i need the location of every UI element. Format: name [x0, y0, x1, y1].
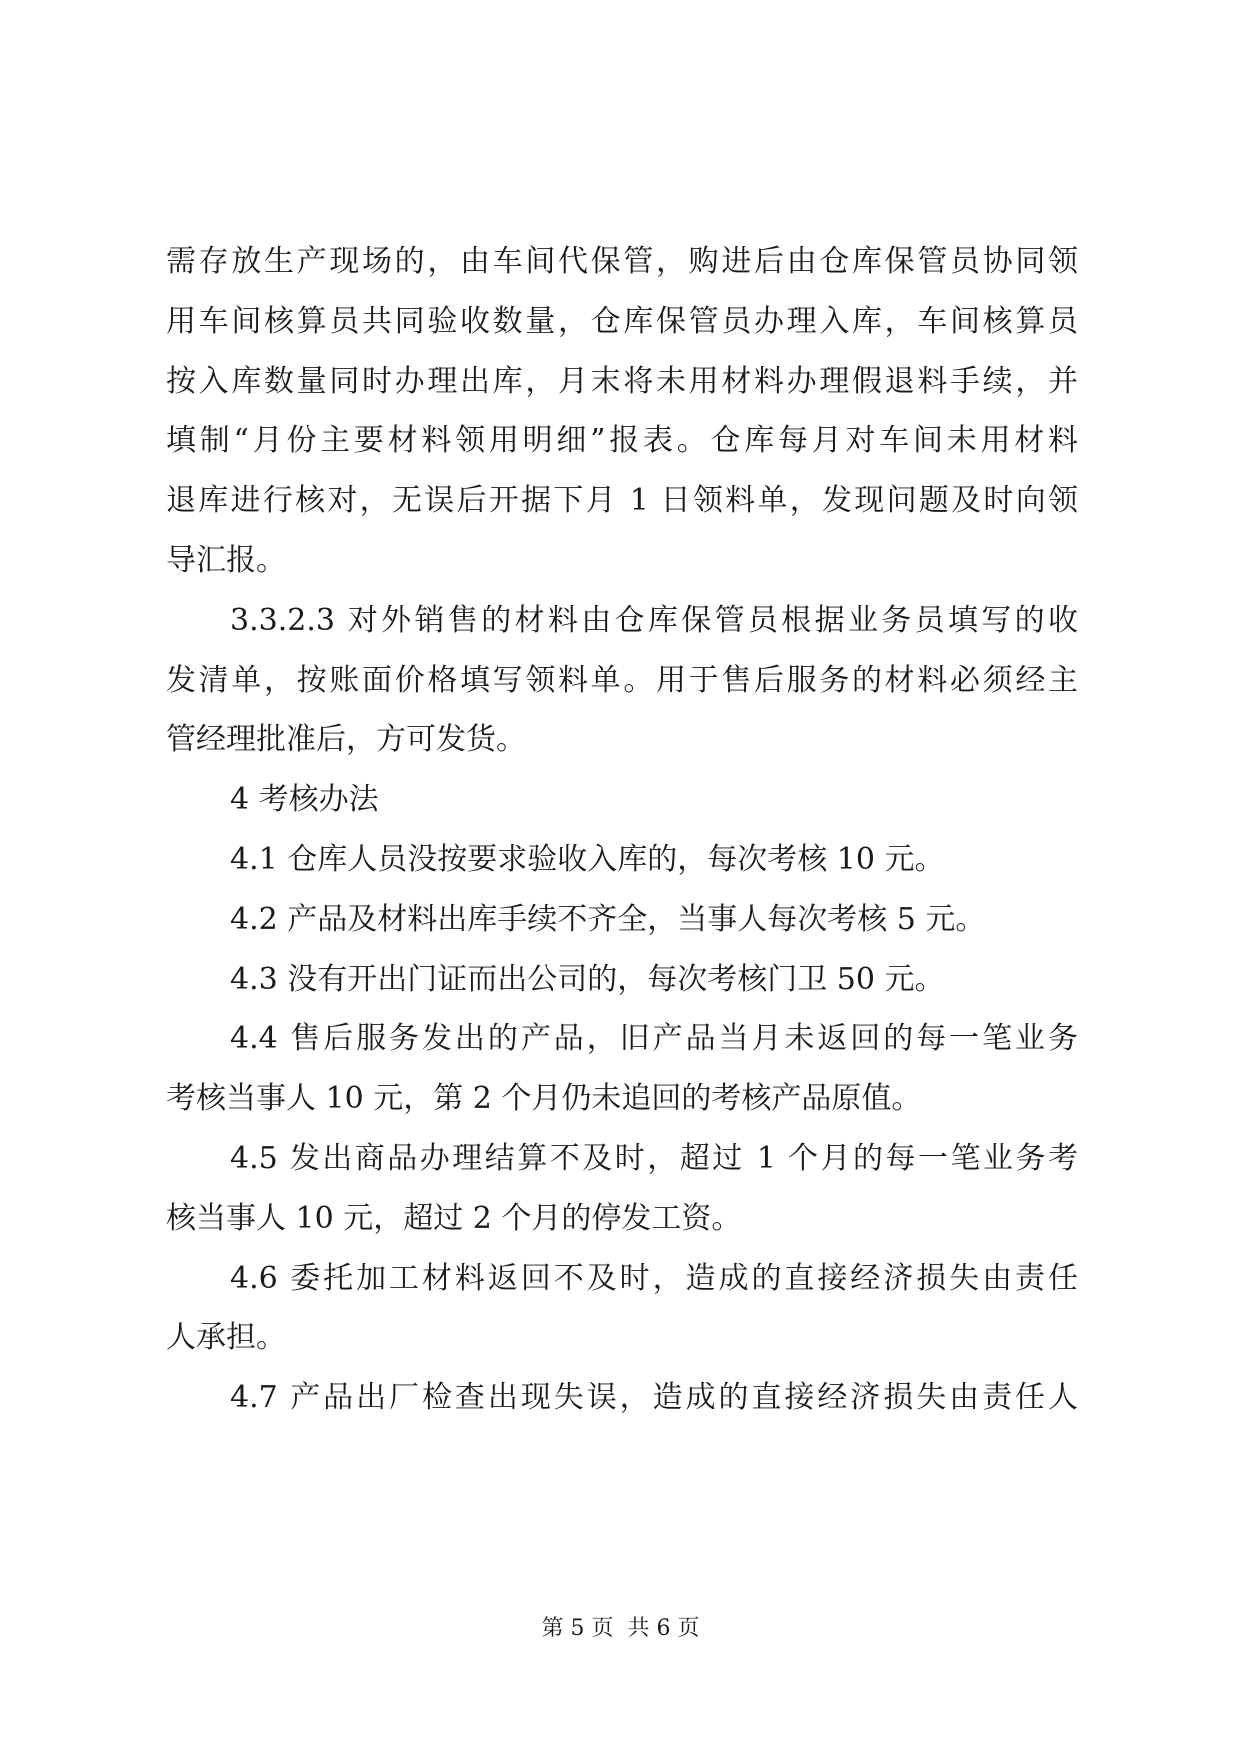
text-line-11: 4.1 仓库人员没按要求验收入库的，每次考核 10 元。	[230, 841, 945, 877]
text-line-3: 按入库数量同时办理出库，月末将未用材料办理假退料手续，并	[166, 363, 1078, 399]
text-line-5: 退库进行核对，无误后开据下月 1 日领料单，发现问题及时向领	[166, 483, 1078, 519]
page-footer	[0, 1614, 1241, 1644]
text-line-17: 核当事人 10 元，超过 2 个月的停发工资。	[166, 1200, 742, 1236]
page-number-label: 第 5 页 共 6 页	[541, 1616, 700, 1641]
text-line-7: 3.3.2.3 对外销售的材料由仓库保管员根据业务员填写的收	[230, 602, 1078, 638]
document-body	[166, 232, 1078, 1428]
text-line-16: 4.5 发出商品办理结算不及时，超过 1 个月的每一笔业务考	[230, 1140, 1078, 1176]
text-line-2: 用车间核算员共同验收数量，仓库保管员办理入库，车间核算员	[166, 303, 1078, 339]
text-line-14: 4.4 售后服务发出的产品，旧产品当月未返回的每一笔业务	[230, 1021, 1078, 1057]
text-line-12: 4.2 产品及材料出库手续不齐全，当事人每次考核 5 元。	[230, 901, 986, 937]
text-line-8: 发清单，按账面价格填写领料单。用于售后服务的材料必须经主	[166, 662, 1078, 698]
text-line-15: 考核当事人 10 元，第 2 个月仍未追回的考核产品原值。	[166, 1081, 922, 1117]
section-heading: 4 考核办法	[230, 782, 379, 818]
text-line-19: 人承担。	[166, 1320, 286, 1356]
text-line-1: 需存放生产现场的，由车间代保管，购进后由仓库保管员协同领	[166, 244, 1078, 279]
text-line-6: 导汇报。	[166, 542, 286, 578]
text-line-18: 4.6 委托加工材料返回不及时，造成的直接经济损失由责任	[230, 1260, 1078, 1296]
text-line-9: 管经理批准后，方可发货。	[166, 722, 526, 758]
text-line-4: 填制“月份主要材料领用明细”报表。仓库每月对车间未用材料	[166, 423, 1078, 459]
text-line-13: 4.3 没有开出门证而出公司的，每次考核门卫 50 元。	[230, 961, 945, 997]
text-line-20: 4.7 产品出厂检查出现失误，造成的直接经济损失由责任人	[230, 1380, 1078, 1416]
